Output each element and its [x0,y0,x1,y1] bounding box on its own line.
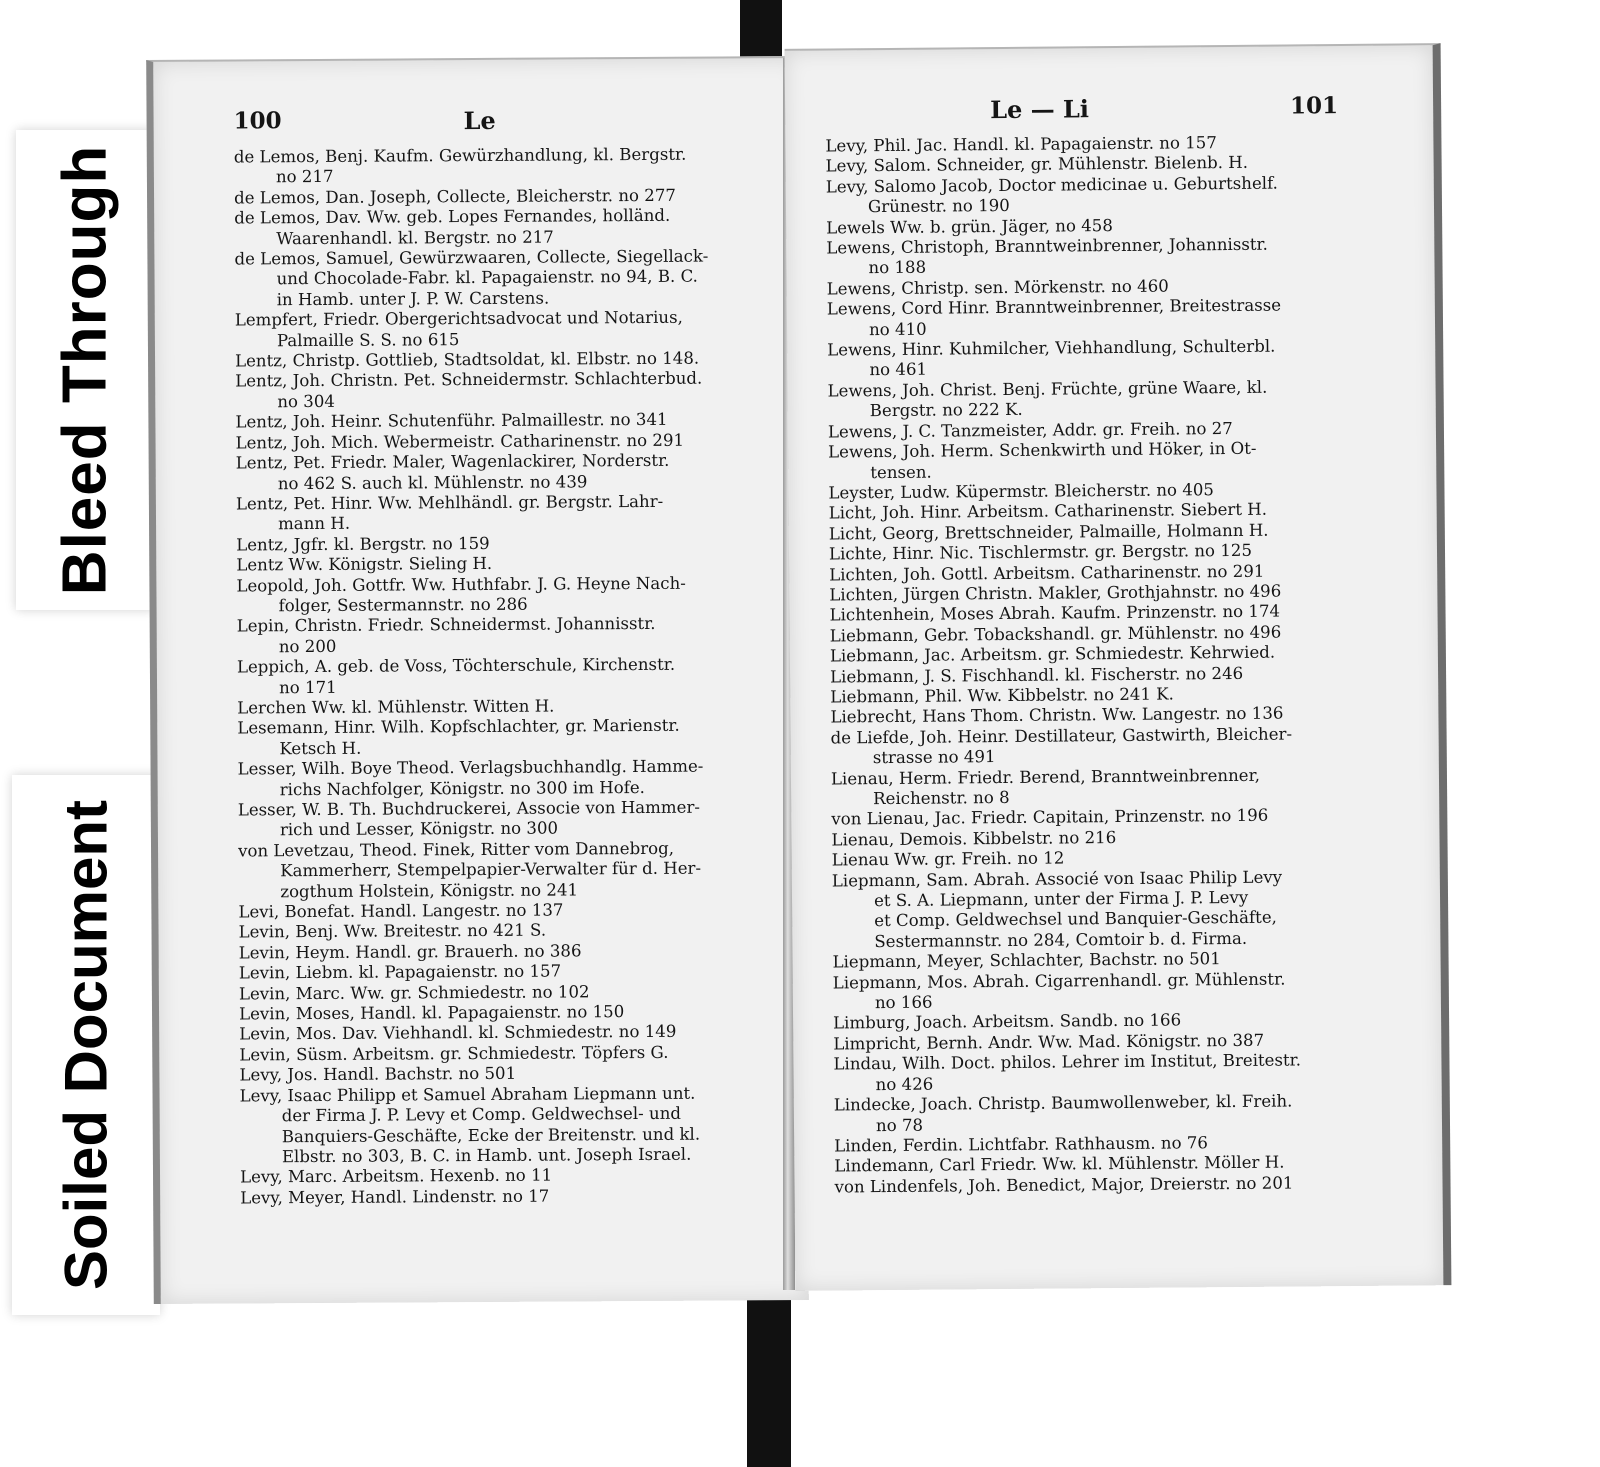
entry-line: Limburg, Joach. Arbeitsm. Sandb. no 166 [833,1010,1182,1033]
entry-line: von Lienau, Jac. Friedr. Capitain, Prinzenstr. no 196 [831,806,1269,829]
entry-line: et S. A. Liepmann, unter der Firma J. P. Levy [873,887,1249,911]
entry-line: de Lemos, Dan. Joseph, Collecte, Bleicherstr. no 277 [233,185,677,208]
right-page [785,43,1452,1291]
entry-line: Lesemann, Hinr. Wilh. Kopfschlachter, gr. Marienstr. [237,716,680,738]
entry-line: Lewens, Christp. sen. Mörkenstr. no 460 [826,276,1169,299]
entry-line: tensen. [870,462,932,482]
directory-entry [826,173,1354,218]
directory-entry [834,1173,1362,1198]
right-page-header [785,91,1433,133]
directory-entry [234,246,747,310]
entry-line: Leppich, A. geb. de Voss, Töchterschule, Kirchenstr. [236,654,676,677]
entry-line: strasse no 491 [872,747,996,768]
entry-line: no 217 [275,167,334,187]
entry-line: der Firma J. P. Levy et Comp. Geldwechsel- und [281,1103,682,1126]
entry-line: Lentz, Jgfr. kl. Bergstr. no 159 [236,533,490,555]
entry-line: Limpricht, Bernh. Andr. Ww. Mad. Königstr. no 387 [833,1030,1265,1054]
entry-line: Lienau, Demois. Kibbelstr. no 216 [831,827,1117,850]
entry-line: Lewens, Joh. Herm. Schenkwirth und Höker, in Ot- [828,438,1257,462]
entry-line: no 426 [875,1074,934,1094]
binding-strap-bottom [747,1290,791,1467]
entry-line: Ketsch H. [279,738,362,758]
entry-line: Lichten, Joh. Gottl. Arbeitsm. Catharinenstr. no 291 [829,561,1265,585]
directory-entry [237,614,750,658]
entry-line: no 462 S. auch kl. Mühlenstr. no 439 [277,471,588,493]
entry-line: Lerchen Ww. kl. Mühlenstr. Witten H. [237,696,555,718]
entry-line: Liepmann, Sam. Abrah. Associé von Isaac Philip Levy [831,867,1283,891]
directory-entry [237,654,750,698]
entry-line: richs Nachfolger, Königstr. no 300 im Hofe. [279,777,645,799]
entry-line: Liebmann, J. S. Fischhandl. kl. Fischerstr. no 246 [829,663,1244,687]
entry-line: Lienau, Herm. Friedr. Berend, Branntweinbrenner, [830,765,1261,789]
entry-line: Liebrecht, Hans Thom. Christn. Ww. Langestr. no 136 [830,703,1284,727]
entry-line: et Comp. Geldwechsel und Banquier-Geschäfte, [874,908,1277,931]
entry-line: und Chocolade-Fabr. kl. Papagaienstr. no 94, B. C. [276,267,698,289]
entry-line: Lewens, J. C. Tanzmeister, Addr. gr. Freih. no 27 [827,418,1233,442]
entry-line: Lichten, Jürgen Christn. Makler, Grothjahnstr. no 496 [829,581,1282,605]
entry-line: Levy, Meyer, Handl. Lindenstr. no 17 [240,1186,550,1208]
directory-entry [831,764,1359,809]
entry-line: Levin, Liebm. kl. Papagaienstr. no 157 [238,961,562,983]
entry-line: Levin, Mos. Dav. Viehhandl. kl. Schmiedestr. no 149 [239,1022,677,1044]
right-page-entries [785,131,1442,1198]
entry-line: no 410 [868,319,927,339]
bleed-through-label [16,130,154,610]
directory-entry [237,716,750,760]
entry-line: von Lindenfels, Joh. Benedict, Major, Dreierstr. no 201 [834,1173,1294,1197]
entry-line: Lewens, Cord Hinr. Branntweinbrenner, Breitestrasse [826,295,1282,319]
entry-line: no 166 [874,992,933,1013]
entry-line: Lewens, Joh. Christ. Benj. Früchte, grüne Waare, kl. [827,377,1268,401]
bleed-through-label-text: Bleed Through [50,144,120,596]
directory-entry [236,573,749,617]
left-page-entries [154,144,808,1209]
entry-line: Leopold, Joh. Gottfr. Ww. Huthfabr. J. G. Heyne Nach- [236,573,686,596]
left-page-header [153,104,801,144]
entry-line: Licht, Joh. Hinr. Arbeitsm. Catharinenstr. Siebert H. [828,500,1268,523]
entry-line: Lienau Ww. gr. Freih. no 12 [831,848,1065,870]
entry-line: Banquiers-Geschäfte, Ecke der Breitenstr. und kl. [281,1124,701,1146]
entry-line: Leyster, Ludw. Küpermstr. Bleicherstr. no 405 [828,480,1215,503]
directory-entry [827,377,1355,422]
entry-line: no 461 [869,360,928,380]
entry-line: Levin, Süsm. Arbeitsm. gr. Schmiedestr. Töpfers G. [239,1042,669,1065]
entry-line: Lentz, Pet. Friedr. Maler, Wagenlackirer, Norderstr. [235,450,670,473]
entry-line: Reichenstr. no 8 [873,787,1010,809]
left-page-running-head: Le [463,105,496,136]
directory-entry [235,430,748,454]
entry-line: no 304 [277,391,335,412]
directory-entry [236,491,749,535]
directory-entry [240,1185,753,1209]
entry-line: Waarenhandl. kl. Bergstr. no 217 [276,227,554,248]
left-page [146,56,809,1304]
entry-line: Levy, Phil. Jac. Handl. kl. Papagaienstr. no 157 [825,133,1217,156]
entry-line: Liepmann, Mos. Abrah. Cigarrenhandl. gr. Mühlenstr. [832,969,1286,993]
entry-line: Lesser, Wilh. Boye Theod. Verlagsbuchhandlg. Hamme- [237,756,704,779]
directory-entry [237,757,750,801]
entry-line: Linden, Ferdin. Lichtfabr. Rathhausm. no 76 [834,1133,1209,1156]
entry-line: no 171 [278,677,337,697]
entry-line: no 200 [278,636,337,656]
directory-entry [238,838,751,902]
entry-line: Kammerherr, Stempelpapier-Verwalter für d. Her- [280,858,702,881]
directory-entry [827,295,1355,340]
entry-line: Levin, Moses, Handl. kl. Papagaienstr. no 150 [238,1002,625,1024]
entry-line: Liebmann, Phil. Ww. Kibbelstr. no 241 K. [830,684,1174,707]
entry-line: de Lemos, Benj. Kaufm. Gewürzhandlung, kl. Bergstr. [233,144,687,167]
entry-line: de Lemos, Dav. Ww. geb. Lopes Fernandes, holländ. [234,206,671,228]
entry-line: Lewels Ww. b. grün. Jäger, no 458 [826,215,1113,238]
entry-line: Lempfert, Friedr. Obergerichtsadvocat und Notarius, [234,307,683,330]
entry-line: Lindemann, Carl Friedr. Ww. kl. Mühlenstr. Möller H. [834,1152,1285,1176]
entry-line: Lentz, Joh. Christn. Pet. Schneidermstr. Schlachterbud. [235,369,703,391]
soiled-document-label [12,775,160,1315]
entry-line: Lentz, Pet. Hinr. Ww. Mehlhändl. gr. Bergstr. Lahr- [235,491,664,514]
entry-line: Liepmann, Meyer, Schlachter, Bachstr. no 501 [832,949,1221,972]
entry-line: no 78 [875,1115,924,1135]
entry-line: Lentz, Joh. Mich. Webermeistr. Catharinenstr. no 291 [235,430,685,453]
entry-line: in Hamb. unter J. P. W. Carstens. [276,288,550,310]
directory-entry [826,234,1354,279]
entry-line: Levin, Marc. Ww. gr. Schmiedestr. no 102 [238,981,590,1004]
directory-entry [832,867,1361,953]
directory-entry [833,969,1361,1014]
entry-line: Lentz, Christp. Gottlieb, Stadtsoldat, kl. Elbstr. no 148. [234,348,700,371]
directory-entry [239,1083,752,1168]
entry-line: Elbstr. no 303, B. C. in Hamb. unt. Joseph Israel. [281,1144,692,1167]
entry-line: zogthum Holstein, Königstr. no 241 [280,880,579,901]
directory-entry [238,797,751,841]
entry-line: Lichte, Hinr. Nic. Tischlermstr. gr. Bergstr. no 125 [828,540,1253,564]
entry-line: no 188 [868,258,927,278]
directory-entry [833,1050,1361,1095]
binding-strap-top [740,0,782,62]
entry-line: Grünestr. no 190 [867,196,1010,217]
directory-entry [236,450,749,494]
directory-entry [827,336,1355,381]
entry-line: Levin, Heym. Handl. gr. Brauerh. no 386 [238,941,582,963]
entry-line: Levin, Benj. Ww. Breitestr. no 421 S. [238,921,547,942]
entry-line: Lindau, Wilh. Doct. philos. Lehrer im Institut, Breitestr. [833,1050,1302,1074]
entry-line: mann H. [277,514,351,534]
entry-line: de Liefde, Joh. Heinr. Destillateur, Gastwirth, Bleicher- [830,724,1293,748]
entry-line: Levy, Salom. Schneider, gr. Mühlenstr. Bielenb. H. [825,153,1249,176]
entry-line: Lentz, Joh. Heinr. Schutenführ. Palmaillestr. no 341 [235,410,668,432]
entry-line: Palmaille S. S. no 615 [276,329,460,350]
entry-line: Levy, Marc. Arbeitsm. Hexenb. no 11 [239,1165,553,1187]
entry-line: Sestermannstr. no 284, Comtoir b. d. Firma. [874,928,1248,951]
directory-entry [234,144,747,188]
entry-line: Liebmann, Jac. Arbeitsm. gr. Schmiedestr. Kehrwied. [829,642,1276,666]
entry-line: folger, Sestermannstr. no 286 [278,594,528,616]
directory-entry [235,369,748,413]
entry-line: Lewens, Christoph, Branntweinbrenner, Johannisstr. [826,234,1268,258]
entry-line: Bergstr. no 222 K. [869,400,1023,421]
entry-line: Levi, Bonefat. Handl. Langestr. no 137 [238,900,564,922]
directory-entry [828,438,1356,483]
directory-entry [239,1022,752,1046]
entry-line: Levy, Salomo Jacob, Doctor medicinae u. Geburtshelf. [825,173,1278,197]
directory-entry [234,206,747,250]
entry-line: Lindecke, Joach. Christp. Baumwollenweber, kl. Freih. [833,1091,1293,1115]
entry-line: Levy, Isaac Philipp et Samuel Abraham Liepmann unt. [239,1083,696,1106]
right-page-number: 101 [1289,92,1339,120]
directory-entry [834,1091,1362,1136]
directory-entry [235,308,748,352]
entry-line: Lentz Ww. Königstr. Sieling H. [236,554,493,575]
entry-line: Lichtenhein, Moses Abrah. Kaufm. Prinzenstr. no 174 [829,601,1281,625]
entry-line: Levy, Jos. Handl. Bachstr. no 501 [239,1064,517,1085]
entry-line: rich und Lesser, Königstr. no 300 [279,818,559,840]
left-page-number: 100 [233,107,282,135]
entry-line: Lesser, W. B. Th. Buchdruckerei, Associe von Hammer- [237,797,701,820]
entry-line: Liebmann, Gebr. Tobackshandl. gr. Mühlenstr. no 496 [829,622,1282,646]
entry-line: Lewens, Hinr. Kuhmilcher, Viehhandlung, Schulterbl. [827,336,1276,360]
right-page-running-head: Le — Li [990,94,1090,125]
entry-line: Lepin, Christn. Friedr. Schneidermst. Johannisstr. [236,614,656,636]
soiled-document-label-text: Soiled Document [52,799,120,1291]
directory-entry [831,724,1359,769]
entry-line: Licht, Georg, Brettschneider, Palmaille, Holmann H. [828,520,1269,544]
entry-line: von Levetzau, Theod. Finek, Ritter vom Dannebrog, [237,838,675,861]
entry-line: de Lemos, Samuel, Gewürzwaaren, Collecte, Siegellack- [234,246,709,269]
